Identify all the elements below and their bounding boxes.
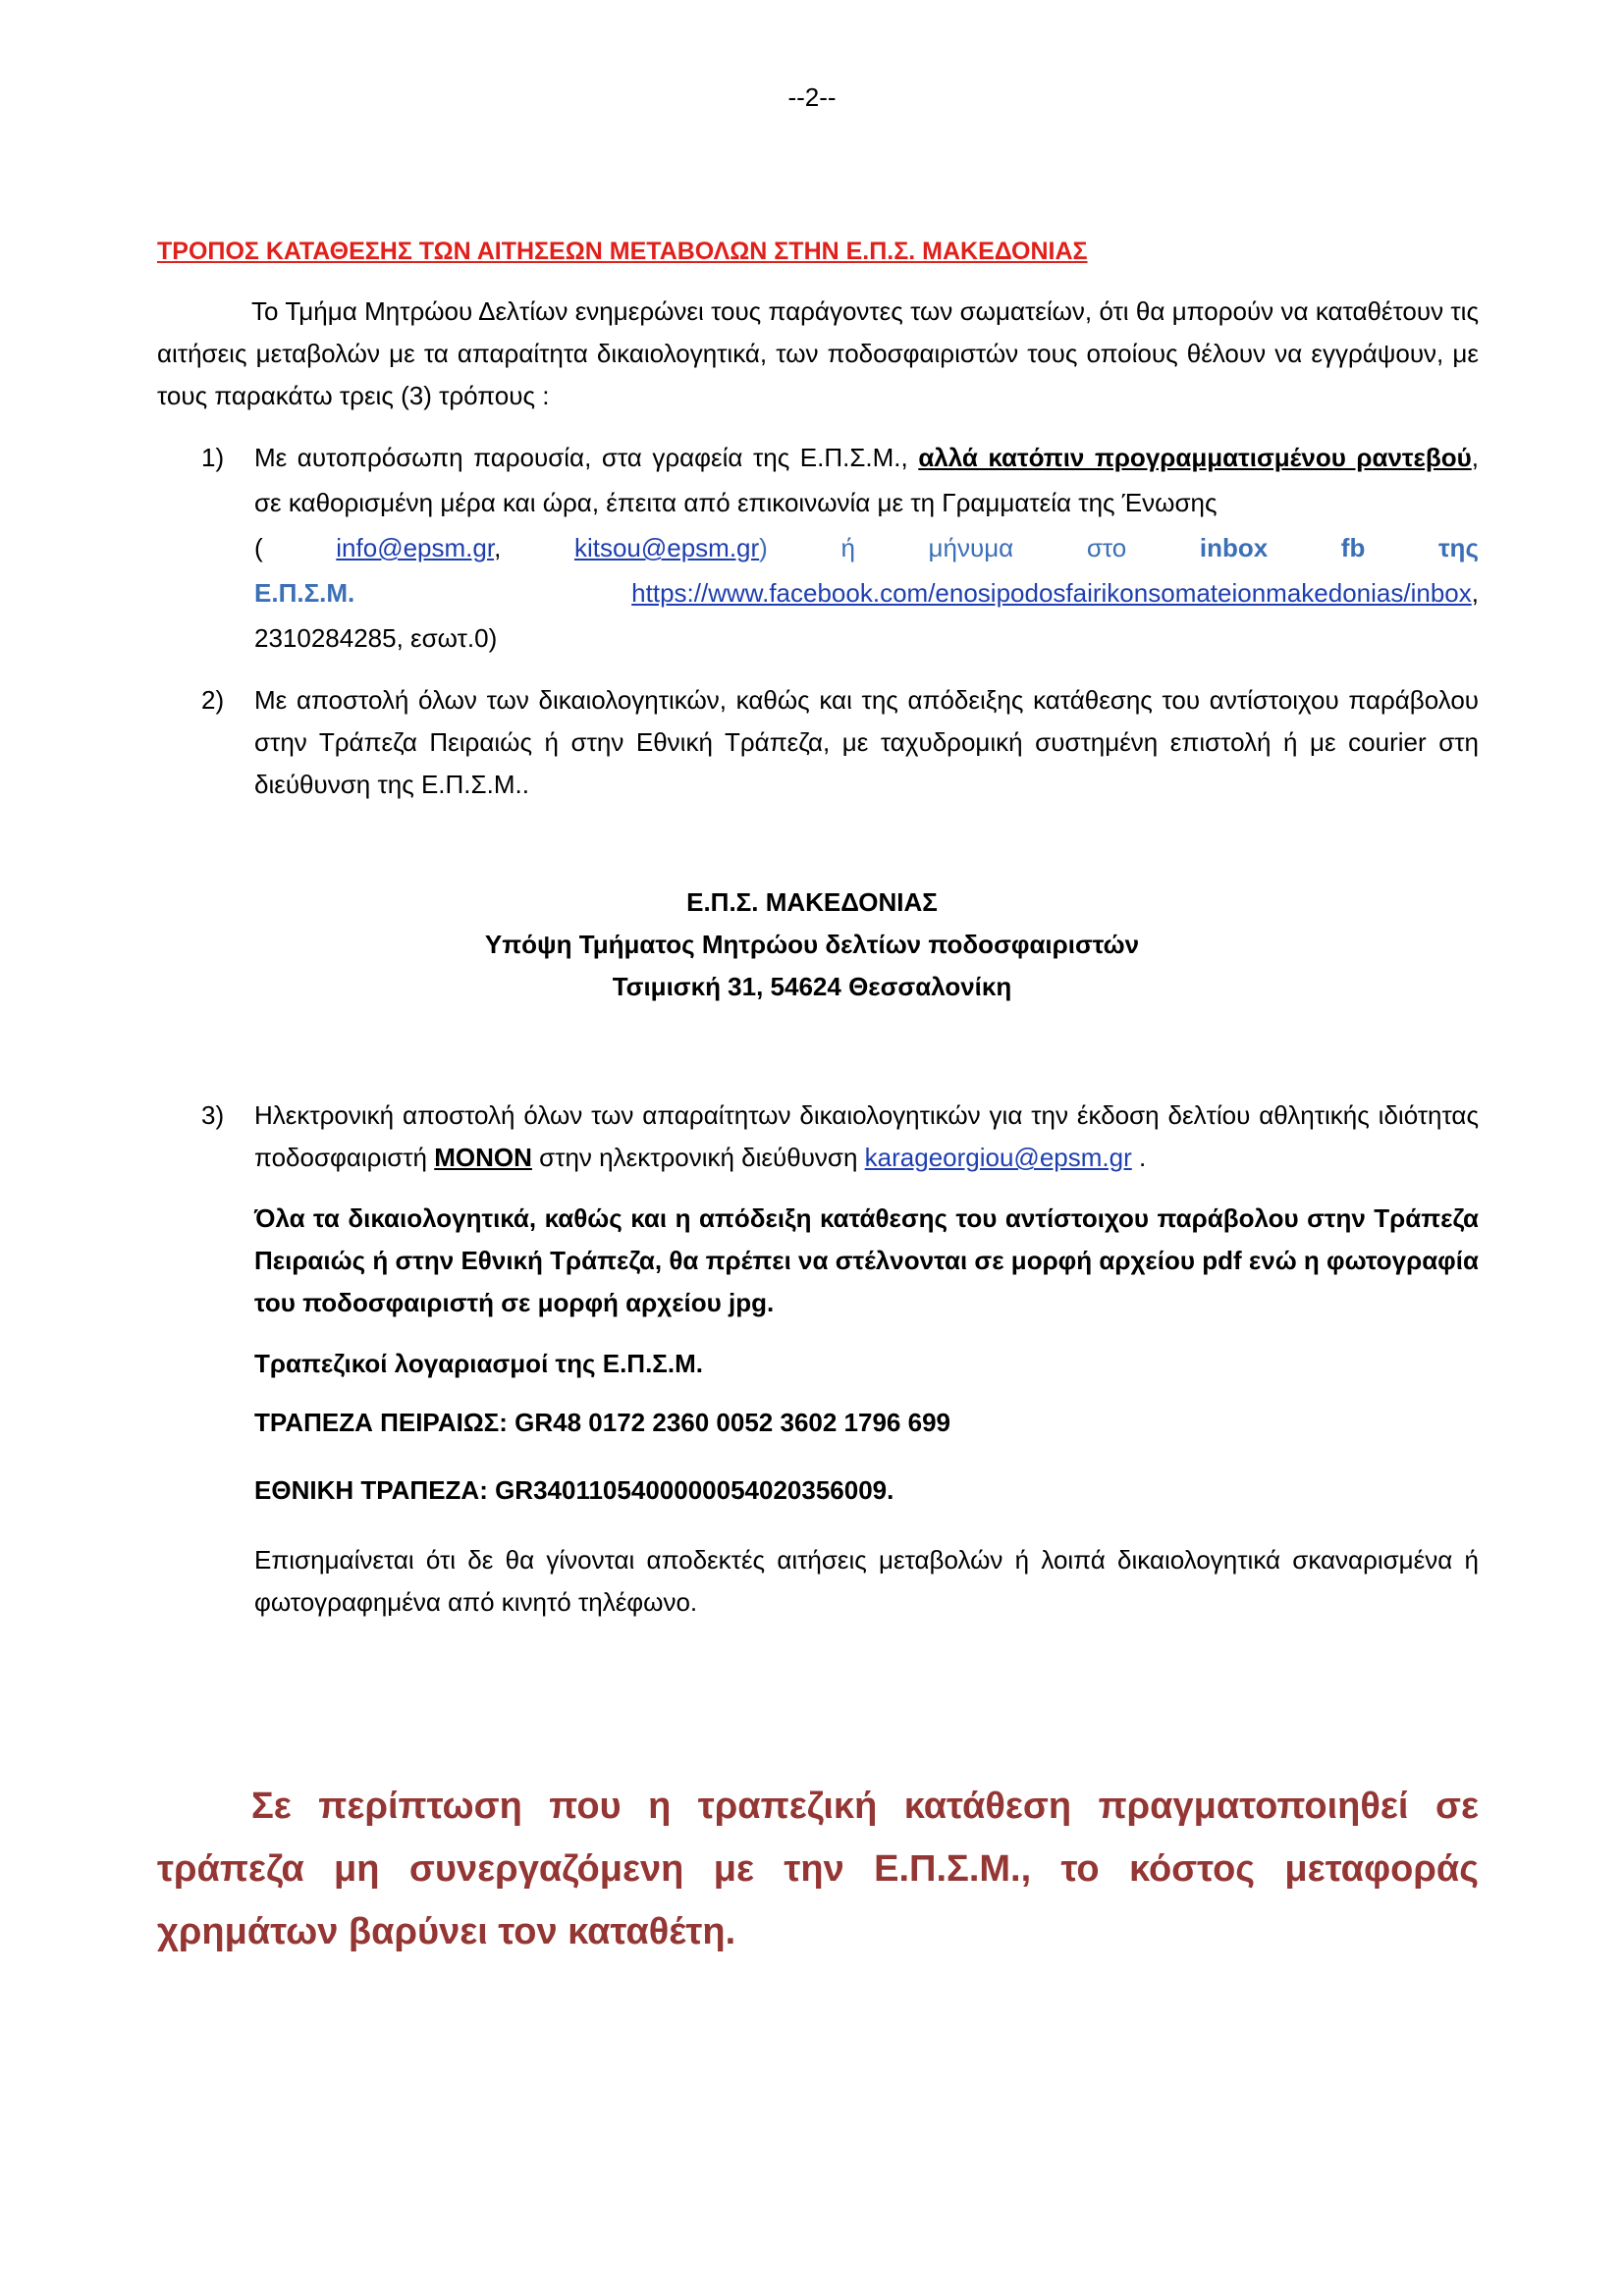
list-number: 2) [201, 685, 225, 715]
list-number: 3) [201, 1100, 225, 1130]
address-line-3: Τσιμισκή 31, 54624 Θεσσαλονίκη [612, 972, 1012, 1001]
postal-address [0, 881, 1624, 1008]
only-emphasis: ΜΟΝΟΝ [434, 1143, 532, 1172]
facebook-inbox-link[interactable]: https://www.facebook.com/enosipodosfairikonsomateionmakedonias/inbox [631, 578, 1472, 608]
word-inbox: inbox [1199, 533, 1269, 562]
email-info-link[interactable]: info@epsm.gr [336, 533, 495, 562]
contact-row [254, 525, 1479, 570]
item1-text-a: Με αυτοπρόσωπη παρουσία, στα γραφεία της Ε.Π.Σ.Μ., [254, 443, 919, 472]
item3-text-b: στην ηλεκτρονική διεύθυνση [531, 1143, 865, 1172]
word-message: μήνυμα [928, 533, 1014, 562]
org-abbrev: Ε.Π.Σ.Μ. [254, 578, 355, 608]
section-heading: ΤΡΟΠΟΣ ΚΑΤΑΘΕΣΗΣ ΤΩΝ ΑΙΤΗΣΕΩΝ ΜΕΤΑΒΟΛΩΝ ΣΤΗΝ Ε.Π.Σ. ΜΑΚΕΔΟΝΙΑΣ [157, 238, 1088, 265]
address-line-1: Ε.Π.Σ. ΜΑΚΕΔΟΝΙΑΣ [686, 887, 938, 917]
word-fb: fb [1340, 533, 1366, 562]
word-or: ή [840, 533, 855, 562]
page-number: --2-- [787, 82, 837, 112]
fb-row [254, 570, 1479, 615]
item3-text-a: Ηλεκτρονική αποστολή όλων των απαραίτητων δικαιολογητικών για την έκδοση δελτίου αθλητικής ιδιότητας ποδοσφαιριστή [254, 1100, 1479, 1172]
paren-open: ( [254, 533, 263, 562]
item3-text-c: . [1131, 1143, 1147, 1172]
paren-close: ) [759, 533, 768, 562]
word-to: στο [1086, 533, 1127, 562]
phone-line: 2310284285, εσωτ.0) [254, 623, 498, 653]
word-of: της [1437, 533, 1479, 562]
list-item-3 [201, 1095, 1479, 1179]
intro-paragraph: Το Τμήμα Μητρώου Δελτίων ενημερώνει τους παράγοντες των σωματείων, ότι θα μπορούν να καταθέτουν τις αιτήσεις μεταβολών με τα απαραίτητα δικαιολογητικά, των ποδοσφαιριστών τους οποίους θέλουν να εγγράψουν, με τους παρακάτω τρεις (3) τρόπους : [157, 296, 1479, 410]
item1-text-b: , σε καθορισμένη μέρα και ώρα, έπειτα από επικοινωνία με τη Γραμματεία της Ένωσης [254, 443, 1479, 517]
item2-text: Με αποστολή όλων των δικαιολογητικών, καθώς και της απόδειξης κατάθεσης του αντίστοιχου παράβολου στην Τράπεζα Πειραιώς ή στην Εθνική Τράπεζα, με ταχυδρομική συστημένη επιστολή ή με courier στη διεύθυνση της Ε.Π.Σ.Μ.. [254, 685, 1479, 799]
final-notice: Σε περίπτωση που η τραπεζική κατάθεση πραγματοποιηθεί σε τράπεζα μη συνεργαζόμενη με την Ε.Π.Σ.Μ., το κόστος μεταφοράς χρημάτων βαρύνει τον καταθέτη. [157, 1786, 1479, 1952]
warning-paragraph: Επισημαίνεται ότι δε θα γίνονται αποδεκτές αιτήσεις μεταβολών ή λοιπά δικαιολογητικά σκαναρισμένα ή φωτογραφημένα από κινητό τηλέφωνο. [254, 1545, 1479, 1617]
trail-comma: , [1471, 578, 1479, 608]
list-item-2 [201, 679, 1479, 806]
email-karageorgiou-link[interactable]: karageorgiou@epsm.gr [864, 1143, 1132, 1172]
documents-note: Όλα τα δικαιολογητικά, καθώς και η απόδειξη κατάθεσης του αντίστοιχου παράβολου στην Τράπεζα Πειραιώς ή στην Εθνική Τράπεζα, θα πρέπει να στέλνονται σε μορφή αρχείου pdf ενώ η φωτογραφία του ποδοσφαιριστή σε μορφή αρχείου jpg. [254, 1203, 1479, 1317]
comma-sep: , [494, 533, 502, 562]
appointment-emphasis: αλλά κατόπιν προγραμματισμένου ραντεβού [918, 443, 1472, 472]
piraeus-account: ΤΡΑΠΕΖΑ ΠΕΙΡΑΙΩΣ: GR48 0172 2360 0052 3602 1796 699 [254, 1408, 950, 1437]
national-account: ΕΘΝΙΚΗ ΤΡΑΠΕΖΑ: GR3401105400000054020356009. [254, 1475, 894, 1505]
address-line-2: Υπόψη Τμήματος Μητρώου δελτίων ποδοσφαιριστών [484, 930, 1140, 959]
list-item-1 [201, 435, 1479, 661]
list-number: 1) [201, 443, 225, 472]
accounts-title: Τραπεζικοί λογαριασμοί της Ε.Π.Σ.Μ. [254, 1349, 704, 1378]
email-kitsou-link[interactable]: kitsou@epsm.gr [573, 533, 760, 562]
